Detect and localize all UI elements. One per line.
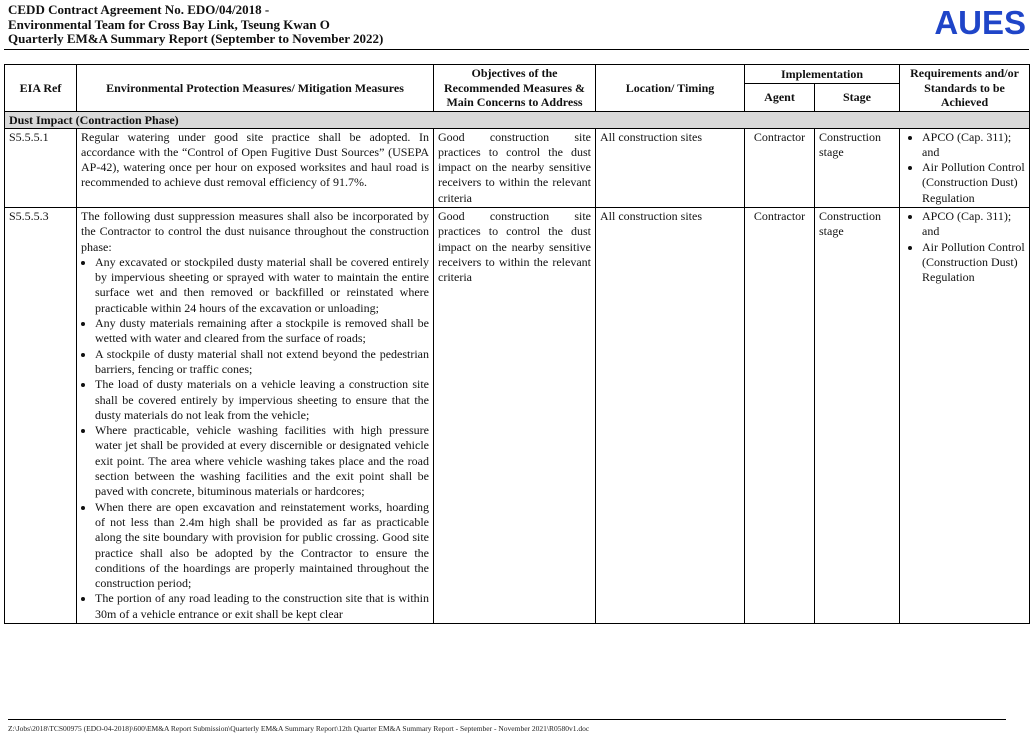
section-title: Dust Impact (Contraction Phase): [5, 111, 1030, 128]
team-title: Environmental Team for Cross Bay Link, Tseung Kwan O: [8, 16, 330, 32]
contract-title: CEDD Contract Agreement No. EDO/04/2018 -: [8, 2, 270, 17]
location-cell: All construction sites: [596, 128, 745, 207]
col-header-implementation: Implementation: [745, 65, 900, 84]
stage-cell: Construction stage: [815, 128, 900, 207]
list-item: • Any excavated or stockpiled dusty material shall be covered entirely by impervious sheeting or sprayed with water to maintain the entire surface wet and then removed or backfilled or reinstated where practicable within 24 hours of the excavation or unloading;: [95, 255, 429, 316]
col-header-eia-ref: EIA Ref: [5, 65, 77, 112]
list-item: • A stockpile of dusty material shall not extend beyond the pedestrian barriers, fencing or traffic cones;: [95, 347, 429, 378]
requirement-item: • APCO (Cap. 311); and: [922, 130, 1025, 161]
col-header-requirements: Requirements and/or Standards to be Achieved: [900, 65, 1030, 112]
location-cell: All construction sites: [596, 207, 745, 623]
header-divider: [4, 49, 1029, 50]
report-title: Quarterly EM&A Summary Report (September to November 2022): [8, 31, 384, 47]
stage-cell: Construction stage: [815, 207, 900, 623]
col-header-location: Location/ Timing: [596, 65, 745, 112]
requirements-cell: [900, 128, 1030, 207]
eia-ref-cell: S5.5.5.1: [5, 128, 77, 207]
aues-logo: AUES: [934, 4, 1026, 41]
list-item: • Where practicable, vehicle washing facilities with high pressure water jet shall be provided at every discernible or designated vehicle exit point. The area where vehicle washing takes place and the road section between the washing facilities and the exit point shall be paved with concrete, bituminous materials or hardcores;: [95, 423, 429, 499]
requirement-item: • APCO (Cap. 311); and: [922, 209, 1025, 240]
page-header: [8, 3, 1028, 49]
requirement-item: • Air Pollution Control (Construction Dust) Regulation: [922, 160, 1025, 206]
list-item: • Any dusty materials remaining after a stockpile is removed shall be wetted with water and cleared from the surface of roads;: [95, 316, 429, 347]
list-item: • The portion of any road leading to the construction site that is within 30m of a vehicle entrance or exit shall be kept clear: [95, 591, 429, 622]
measure-cell: Regular watering under good site practice shall be adopted. In accordance with the “Control of Open Fugitive Dust Sources” (USEPA AP-42), watering once per hour on exposed worksites and haul road is recommended to achieve dust removal efficiency of 91.7%.: [77, 128, 434, 207]
measure-cell: [77, 207, 434, 623]
table-header-row: [5, 65, 1030, 84]
eia-ref-cell: S5.5.5.3: [5, 207, 77, 623]
col-header-measures: Environmental Protection Measures/ Mitigation Measures: [77, 65, 434, 112]
list-item: • The load of dusty materials on a vehicle leaving a construction site shall be covered entirely by impervious sheeting to ensure that the dusty materials do not leak from the vehicle;: [95, 377, 429, 423]
table-row: [5, 207, 1030, 623]
objective-cell: Good construction site practices to control the dust impact on the nearby sensitive receivers to within the relevant criteria: [434, 207, 596, 623]
footer-file-path: Z:\Jobs\2018\TCS00975 (EDO-04-2018)\600\EM&A Report Submission\Quarterly EM&A Summary Report\12th Quarter EM&A Summary Report - September - November 2021\R0580v1.doc: [8, 724, 590, 733]
agent-cell: Contractor: [745, 128, 815, 207]
objective-cell: Good construction site practices to control the dust impact on the nearby sensitive receivers to within the relevant criteria: [434, 128, 596, 207]
col-header-agent: Agent: [745, 84, 815, 111]
col-header-objectives: Objectives of the Recommended Measures & Main Concerns to Address: [434, 65, 596, 112]
list-item: • When there are open excavation and reinstatement works, hoarding of not less than 2.4m high shall be provided as far as practicable along the site boundary with provision for public crossing. Good site practice shall also be adopted by the Contractor to ensure the conditions of the hoardings are properly maintained throughout the construction period;: [95, 500, 429, 592]
agent-cell: Contractor: [745, 207, 815, 623]
footer-divider: [8, 719, 1006, 720]
measure-bullet-list: [81, 255, 429, 622]
section-row: [5, 111, 1030, 128]
col-header-stage: Stage: [815, 84, 900, 111]
mitigation-measures-table: [4, 64, 1030, 624]
measure-intro: The following dust suppression measures shall also be incorporated by the Contractor to control the dust nuisance throughout the construction phase:: [81, 208, 429, 254]
requirement-item: • Air Pollution Control (Construction Dust) Regulation: [922, 240, 1025, 286]
requirements-cell: [900, 207, 1030, 623]
table-row: [5, 128, 1030, 207]
